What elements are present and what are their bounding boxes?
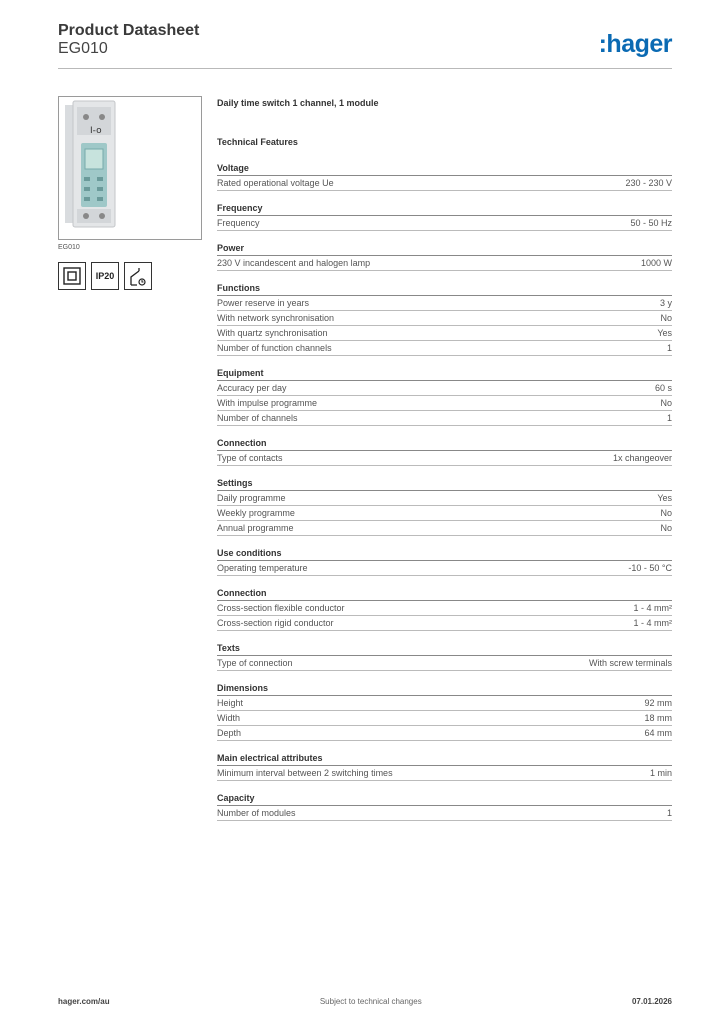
spec-label: Number of channels (217, 413, 298, 423)
spec-row (217, 341, 672, 356)
spec-value: 64 mm (644, 728, 672, 738)
spec-row (217, 411, 672, 426)
spec-value: 1 min (649, 768, 672, 778)
spec-value: 1000 W (640, 258, 672, 268)
section-title: Connection (217, 586, 672, 601)
section-title: Equipment (217, 366, 672, 381)
product-image (58, 96, 202, 240)
footer-website: hager.com/au (58, 997, 110, 1006)
svg-text:I-o: I-o (90, 126, 102, 136)
section-title: Frequency (217, 201, 672, 216)
footer-notice: Subject to technical changes (319, 997, 422, 1006)
product-description: Daily time switch 1 channel, 1 module (217, 98, 379, 108)
spec-value: 60 s (654, 383, 672, 393)
spec-value: 230 - 230 V (625, 178, 672, 188)
section-title: Use conditions (217, 546, 672, 561)
spec-row (217, 601, 672, 616)
spec-value: Yes (657, 328, 672, 338)
spec-row (217, 726, 672, 741)
spec-value: 3 y (659, 298, 672, 308)
spec-row (217, 561, 672, 576)
spec-row (217, 491, 672, 506)
spec-row (217, 296, 672, 311)
ip20-icon: IP20 (91, 262, 119, 290)
feature-section (217, 791, 672, 821)
section-title: Connection (217, 436, 672, 451)
spec-label: Power reserve in years (217, 298, 310, 308)
feature-section (217, 751, 672, 781)
spec-value: 1 (666, 343, 672, 353)
spec-label: Rated operational voltage Ue (217, 178, 334, 188)
spec-value: -10 - 50 °C (628, 563, 672, 573)
time-switch-illustration (59, 97, 201, 239)
feature-section (217, 201, 672, 231)
spec-row (217, 381, 672, 396)
feature-section (217, 641, 672, 671)
feature-section (217, 586, 672, 631)
spec-row (217, 451, 672, 466)
spec-row (217, 256, 672, 271)
wiring-symbol-icon (124, 262, 152, 290)
spec-label: With impulse programme (217, 398, 318, 408)
section-title: Settings (217, 476, 672, 491)
spec-label: Number of function channels (217, 343, 332, 353)
product-code: EG010 (58, 40, 108, 57)
spec-label: Annual programme (217, 523, 294, 533)
section-title: Dimensions (217, 681, 672, 696)
technical-features-title: Technical Features (217, 137, 298, 147)
feature-sections (217, 161, 672, 821)
spec-row (217, 616, 672, 631)
spec-label: Operating temperature (217, 563, 308, 573)
spec-value: 1 - 4 mm² (633, 603, 672, 613)
spec-row (217, 696, 672, 711)
spec-label: Accuracy per day (217, 383, 287, 393)
spec-label: Daily programme (217, 493, 286, 503)
certification-icons (58, 262, 152, 290)
spec-value: No (660, 313, 672, 323)
spec-label: Cross-section rigid conductor (217, 618, 334, 628)
spec-row (217, 216, 672, 231)
spec-label: 230 V incandescent and halogen lamp (217, 258, 371, 268)
section-title: Texts (217, 641, 672, 656)
header-divider (58, 68, 672, 69)
spec-value: 1 (666, 808, 672, 818)
feature-section (217, 366, 672, 426)
feature-section (217, 476, 672, 536)
footer (58, 997, 672, 1006)
spec-row (217, 656, 672, 671)
spec-value: With screw terminals (588, 658, 672, 668)
spec-row (217, 521, 672, 536)
spec-value: No (660, 508, 672, 518)
spec-row (217, 506, 672, 521)
spec-label: Depth (217, 728, 242, 738)
feature-section (217, 281, 672, 356)
datasheet-content (217, 96, 672, 831)
section-title: Power (217, 241, 672, 256)
double-insulation-icon (58, 262, 86, 290)
spec-value: 1 (666, 413, 672, 423)
spec-row (217, 711, 672, 726)
spec-label: Weekly programme (217, 508, 295, 518)
spec-row (217, 396, 672, 411)
footer-date: 07.01.2026 (631, 997, 672, 1006)
spec-label: Type of connection (217, 658, 293, 668)
spec-value: 1x changeover (612, 453, 672, 463)
feature-section (217, 546, 672, 576)
spec-label: With quartz synchronisation (217, 328, 328, 338)
spec-value: No (660, 523, 672, 533)
spec-value: 18 mm (644, 713, 672, 723)
spec-label: Number of modules (217, 808, 296, 818)
spec-value: No (660, 398, 672, 408)
feature-section (217, 436, 672, 466)
feature-section (217, 681, 672, 741)
feature-section (217, 161, 672, 191)
spec-label: Minimum interval between 2 switching times (217, 768, 393, 778)
spec-row (217, 806, 672, 821)
spec-row (217, 176, 672, 191)
spec-label: With network synchronisation (217, 313, 335, 323)
spec-label: Width (217, 713, 241, 723)
section-title: Voltage (217, 161, 672, 176)
page-title: Product Datasheet (58, 22, 200, 39)
spec-row (217, 311, 672, 326)
feature-section (217, 241, 672, 271)
spec-label: Cross-section flexible conductor (217, 603, 345, 613)
hager-logo: :hager (598, 30, 672, 58)
section-title: Functions (217, 281, 672, 296)
spec-value: Yes (657, 493, 672, 503)
spec-value: 92 mm (644, 698, 672, 708)
spec-value: 50 - 50 Hz (630, 218, 672, 228)
spec-row (217, 766, 672, 781)
spec-row (217, 326, 672, 341)
spec-label: Height (217, 698, 244, 708)
spec-label: Frequency (217, 218, 260, 228)
product-image-label: EG010 (58, 244, 80, 251)
spec-value: 1 - 4 mm² (633, 618, 672, 628)
section-title: Capacity (217, 791, 672, 806)
section-title: Main electrical attributes (217, 751, 672, 766)
spec-label: Type of contacts (217, 453, 283, 463)
